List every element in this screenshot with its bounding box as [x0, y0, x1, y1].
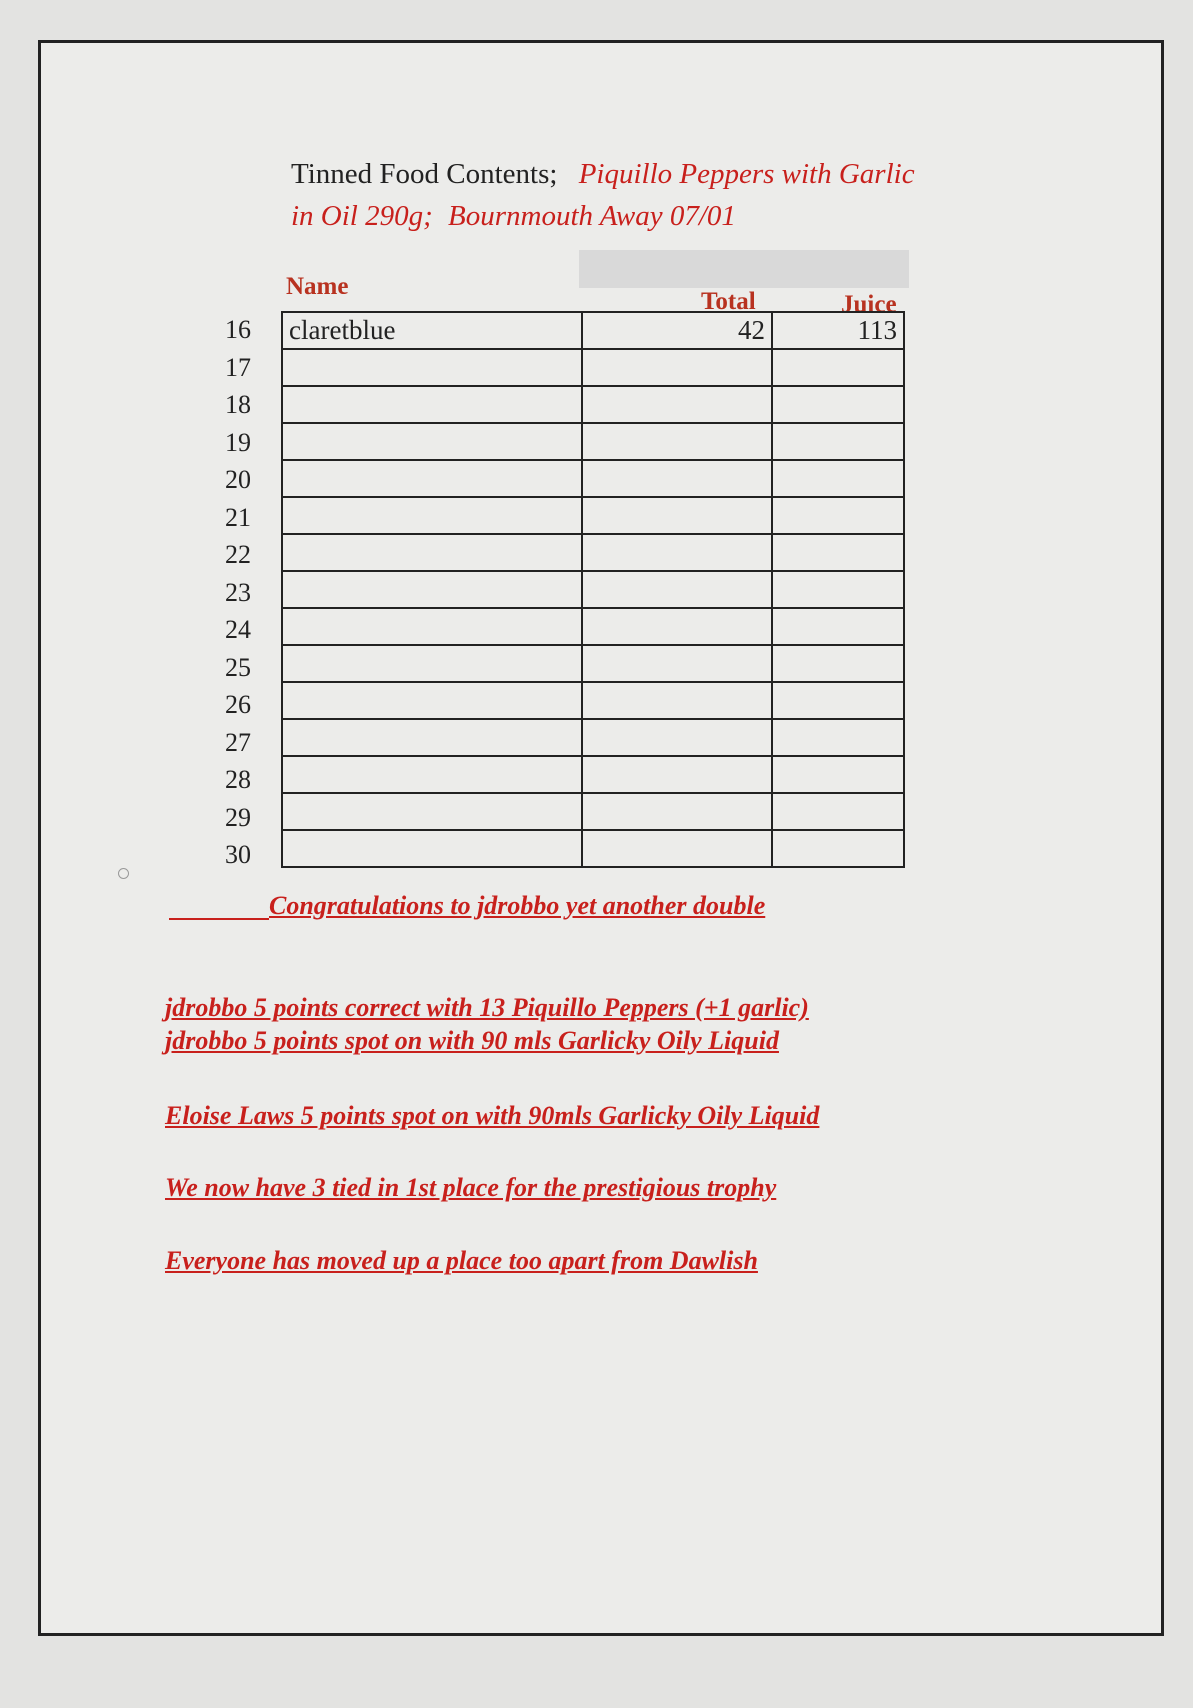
juice-cell[interactable]: [772, 386, 904, 423]
table-row: [282, 719, 904, 756]
row-number: 19: [225, 427, 251, 457]
column-header-total: Total: [701, 288, 756, 315]
name-cell[interactable]: claretblue: [282, 312, 582, 349]
table-row: [282, 793, 904, 830]
congrats-rule: [169, 918, 269, 920]
table-row: [282, 349, 904, 386]
total-cell[interactable]: [582, 756, 772, 793]
congrats-line: Congratulations to jdrobbo yet another double: [269, 891, 766, 920]
name-cell[interactable]: [282, 719, 582, 756]
title-item-line1: Piquillo Peppers with Garlic: [578, 158, 915, 190]
juice-cell[interactable]: [772, 756, 904, 793]
total-cell[interactable]: [582, 608, 772, 645]
name-cell[interactable]: [282, 349, 582, 386]
title-item-line2: in Oil 290g;: [291, 200, 433, 232]
row-number: 27: [225, 727, 251, 757]
table-row: [282, 386, 904, 423]
table-row: [282, 645, 904, 682]
total-cell[interactable]: [582, 571, 772, 608]
total-cell[interactable]: [582, 645, 772, 682]
name-cell[interactable]: [282, 793, 582, 830]
row-number: 23: [225, 577, 251, 607]
name-cell[interactable]: [282, 460, 582, 497]
document-title: [291, 153, 915, 237]
note-line-2: jdrobbo 5 points spot on with 90 mls Garlicky Oily Liquid: [165, 1026, 779, 1055]
juice-cell[interactable]: 113: [772, 312, 904, 349]
row-number: 17: [225, 352, 251, 382]
juice-cell[interactable]: [772, 682, 904, 719]
total-cell[interactable]: 42: [582, 312, 772, 349]
total-cell[interactable]: [582, 682, 772, 719]
table-row: [282, 571, 904, 608]
margin-dot: [118, 868, 129, 879]
note-line-5: Everyone has moved up a place too apart from Dawlish: [165, 1246, 758, 1275]
total-cell[interactable]: [582, 830, 772, 867]
table-row: [282, 423, 904, 460]
table-row: [282, 608, 904, 645]
juice-cell[interactable]: [772, 608, 904, 645]
note-line-3: Eloise Laws 5 points spot on with 90mls Garlicky Oily Liquid: [165, 1101, 820, 1130]
total-cell[interactable]: [582, 793, 772, 830]
juice-cell[interactable]: [772, 571, 904, 608]
name-cell[interactable]: [282, 645, 582, 682]
row-number: 20: [225, 465, 251, 494]
name-cell[interactable]: [282, 756, 582, 793]
note-line-1: jdrobbo 5 points correct with 13 Piquillo Peppers (+1 garlic): [165, 993, 809, 1022]
table-row: [282, 460, 904, 497]
total-cell[interactable]: [582, 534, 772, 571]
table-row: [282, 682, 904, 719]
juice-cell[interactable]: [772, 497, 904, 534]
row-number: 16: [225, 315, 251, 344]
row-number: 18: [225, 390, 251, 419]
row-number: 29: [225, 802, 251, 832]
juice-cell[interactable]: [772, 534, 904, 571]
row-number: 21: [225, 502, 251, 532]
column-header-name: Name: [286, 273, 349, 300]
header-shading: [579, 250, 909, 288]
total-cell[interactable]: [582, 460, 772, 497]
table-row: [282, 497, 904, 534]
name-cell[interactable]: [282, 497, 582, 534]
row-number: 28: [225, 765, 251, 794]
total-cell[interactable]: [582, 719, 772, 756]
total-cell[interactable]: [582, 497, 772, 534]
name-cell[interactable]: [282, 423, 582, 460]
column-header-juice: Juice: [841, 291, 897, 318]
juice-cell[interactable]: [772, 830, 904, 867]
title-match: Bournmouth Away 07/01: [448, 200, 736, 232]
name-cell[interactable]: [282, 571, 582, 608]
row-numbers: [201, 311, 251, 874]
total-cell[interactable]: [582, 423, 772, 460]
table-row: [282, 756, 904, 793]
row-number: 22: [225, 540, 251, 569]
name-cell[interactable]: [282, 534, 582, 571]
name-cell[interactable]: [282, 830, 582, 867]
name-cell[interactable]: [282, 682, 582, 719]
name-cell[interactable]: [282, 386, 582, 423]
juice-cell[interactable]: [772, 423, 904, 460]
total-cell[interactable]: [582, 349, 772, 386]
results-table: [281, 311, 905, 868]
juice-cell[interactable]: [772, 349, 904, 386]
table-row: [282, 830, 904, 867]
note-line-4: We now have 3 tied in 1st place for the prestigious trophy: [165, 1173, 777, 1202]
row-number: 25: [225, 652, 251, 682]
title-prefix: Tinned Food Contents;: [291, 158, 558, 190]
document-page: [38, 40, 1164, 1636]
row-number: 24: [225, 615, 251, 644]
juice-cell[interactable]: [772, 645, 904, 682]
total-cell[interactable]: [582, 386, 772, 423]
table-row: [282, 312, 904, 349]
name-cell[interactable]: [282, 608, 582, 645]
table-row: [282, 534, 904, 571]
juice-cell[interactable]: [772, 719, 904, 756]
juice-cell[interactable]: [772, 793, 904, 830]
row-number: 26: [225, 690, 251, 719]
juice-cell[interactable]: [772, 460, 904, 497]
row-number: 30: [225, 840, 251, 869]
